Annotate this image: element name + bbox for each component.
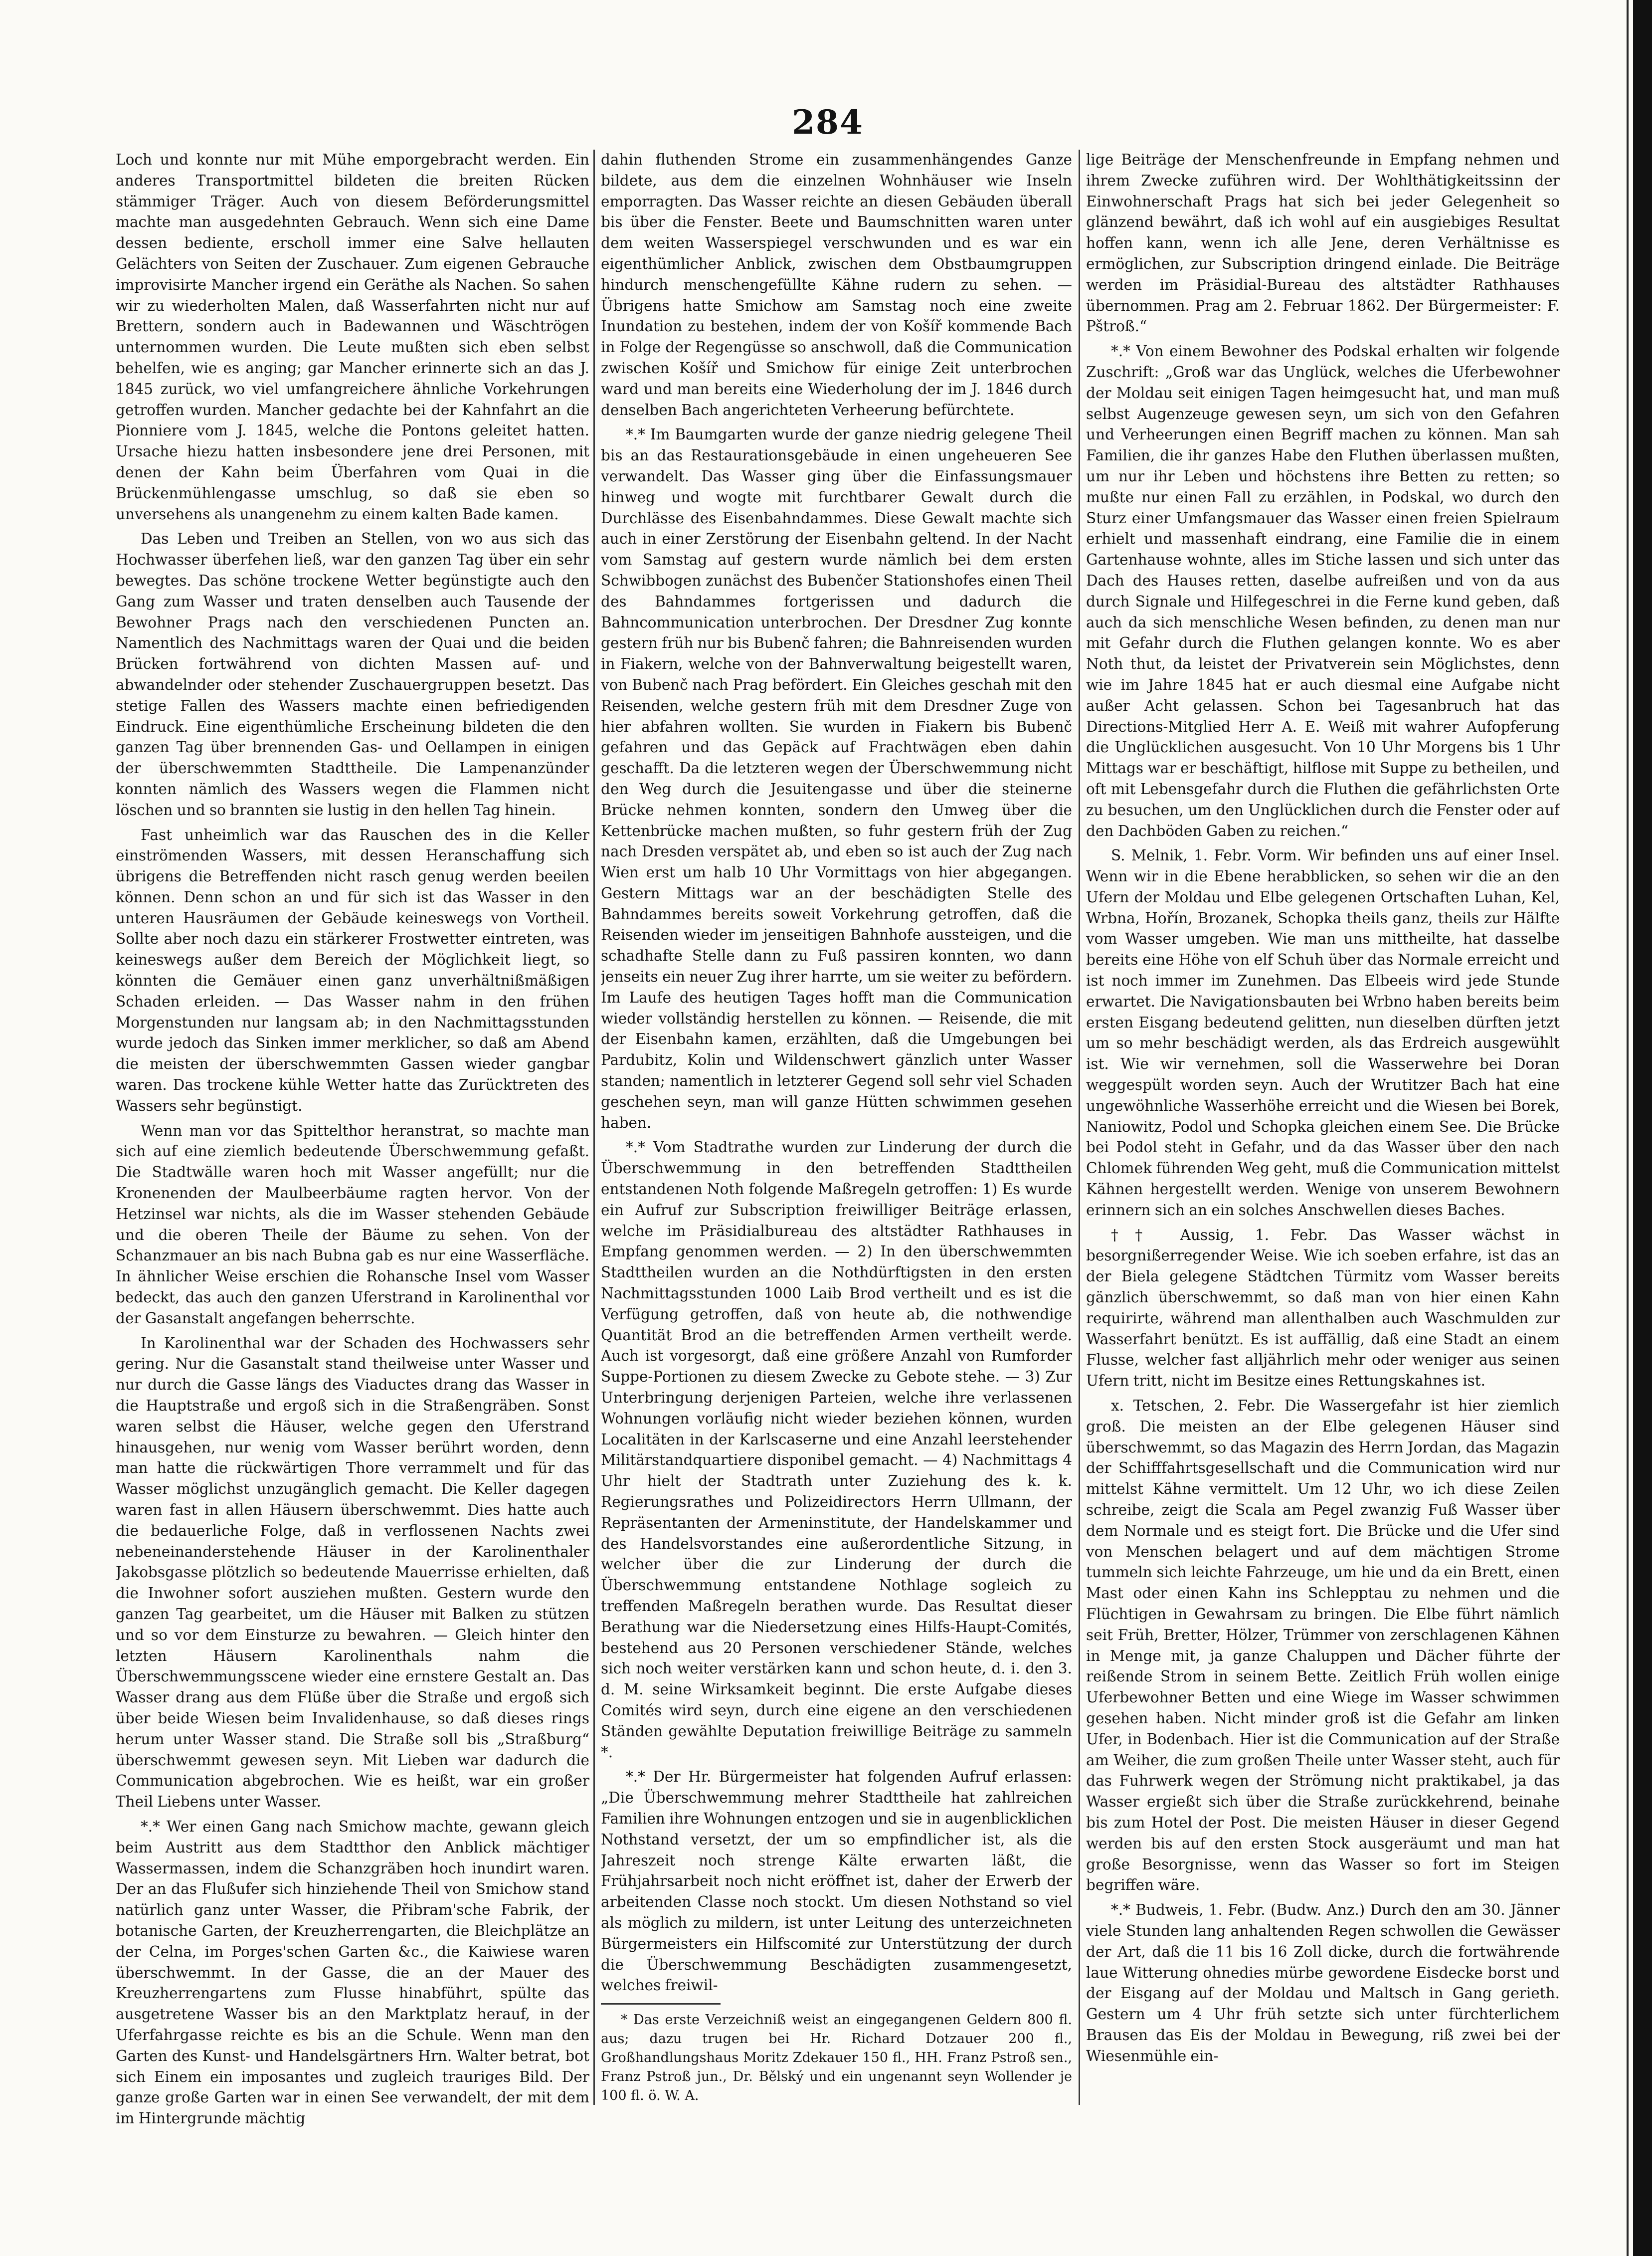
footnote-divider: [601, 2003, 721, 2005]
article-paragraph: dahin fluthenden Strome ein zusammenhängendes Ganze bildete, aus dem die einzelnen Wohnhäuser wie Inseln emporragten. Das Wasser reichte an diesen Gebäuden überall bis über die Fenster. Beete und Baumschnitten waren unter dem weiten Wasserspiegel verschwunden und es war ein eigenthümlicher Anblick, zwischen dem Obstbaumgruppen hindurch menschengefüllte Kähne rudern zu sehen. — Übrigens hatte Smichow am Samstag noch eine zweite Inundation zu bestehen, indem der von Košíř kommende Bach in Folge der Regengüsse so anschwoll, daß die Communication zwischen Košíř und Smichow für einige Zeit unterbrochen ward und man bereits eine Wiederholung der im J. 1846 durch denselben Bach angerichteten Verheerung befürchtete.: [601, 151, 1072, 418]
article-paragraph: *.* Im Baumgarten wurde der ganze niedrig gelegene Theil bis an das Restaurationsgebäude in einen ungeheueren See verwandelt. Das Wasser ging über die Einfassungsmauer hinweg und wogte mit furchtbarer Gewalt durch die Durchlässe des Eisenbahndammes. Diese Gewalt machte sich auch in einer Zerstörung der Eisenbahn geltend. In der Nacht vom Samstag auf gestern wurde nämlich bei dem ersten Schwibbogen zunächst des Bubenčer Stationshofes einen Theil des Bahndammes fortgerissen und dadurch die Bahncommunication unterbrochen. Der Dresdner Zug konnte gestern früh nur bis Bubenč fahren; die Bahnreisenden wurden in Fiakern, welche von der Bahnverwaltung beigestellt waren, von Bubenč nach Prag befördert. Ein Gleiches geschah mit den Reisenden, welche gestern früh mit dem Dresdner Zuge von hier abfahren wollten. Sie wurden in Fiakern bis Bubenč gefahren und das Gepäck auf Frachtwägen eben dahin geschafft. Da die letzteren wegen der Überschwemmung nicht den Weg durch die Jesuitengasse und über die steinerne Brücke nehmen konnten, sondern den Umweg über die Kettenbrücke machen mußten, so fuhr gestern früh der Zug nach Dresden verspätet ab, und eben so ist auch der Zug nach Wien erst um halb 10 Uhr Vormittags von hier abgegangen. Gestern Mittags war an der beschädigten Stelle des Bahndammes bereits soweit Vorkehrung getroffen, daß die Reisenden wieder im jenseitigen Bahnhofe aussteigen, und die schadhafte Stelle dann zu Fuß passiren konnten, wo dann jenseits ein neuer Zug ihrer harrte, um sie weiter zu befördern. Im Laufe des heutigen Tages hofft man die Communication wieder vollständig herstellen zu können. — Reisende, die mit der Eisenbahn kamen, erzählten, daß die Umgebungen bei Pardubitz, Kolin und Wildenschwert gänzlich unter Wasser standen; namentlich in letzterer Gegend soll sehr viel Schaden geschehen seyn, man will ganze Hütten schwimmen gesehen haben.: [601, 426, 1072, 1131]
text-column-2: [601, 150, 1072, 2157]
article-paragraph: *.* Der Hr. Bürgermeister hat folgenden Aufruf erlassen: „Die Überschwemmung mehrer Stadttheile hat zahlreichen Familien ihre Wohnungen entzogen und sie in augenblicklichen Nothstand versetzt, der um so empfindlicher ist, als die Jahreszeit noch strenge Kälte erwarten läßt, die Frühjahrsarbeit noch nicht eröffnet ist, daher der Erwerb der arbeitenden Classe noch stockt. Um diesen Nothstand so viel als möglich zu mildern, ist unter Leitung des unterzeichneten Bürgermeisters ein Hilfscomité zur Unterstützung der durch die Überschwemmung Beschädigten zusammengesetzt, welches freiwil-: [601, 1768, 1072, 1994]
article-paragraph: S. Melnik, 1. Febr. Vorm. Wir befinden uns auf einer Insel. Wenn wir in die Ebene herabblicken, so sehen wir die an den Ufern der Moldau und Elbe gelegenen Ortschaften Luhan, Kel, Wrbna, Hořín, Brozanek, Schopka theils ganz, theils zur Hälfte vom Wasser umgeben. Wie man uns mittheilte, hat dasselbe bereits eine Höhe von elf Schuh über das Normale erreicht und ist noch immer im Zunehmen. Das Elbeeis wird jede Stunde erwartet. Die Navigationsbauten bei Wrbno haben bereits beim ersten Eisgang bedeutend gelitten, nun dieselben dürften jetzt um so mehr beschädigt werden, als das Erdreich ausgewühlt ist. Wie wir vernehmen, soll die Wasserwehre bei Doran weggespült worden seyn. Auch der Wrutitzer Bach hat eine ungewöhnliche Wasserhöhe erreicht und die Wiesen bei Borek, Naniowitz, Podol und Schopka gleichen einem See. Die Brücke bei Podol steht in Gefahr, und da das Wasser über den nach Chlomek führenden Weg geht, muß die Communication mittelst Kähnen hergestellt werden. Wenige von unserem Bewohnern erinnern sich an ein solches Anschwellen dieses Baches.: [1086, 847, 1560, 1219]
article-paragraph: Fast unheimlich war das Rauschen des in die Keller einströmenden Wassers, mit dessen Heranschaffung sich übrigens die Betreffenden nicht rasch genug werden beeilen können. Denn schon an und für sich ist das Wasser in den unteren Hausräumen der Gebäude keineswegs von Vortheil. Sollte aber noch dazu ein stärkerer Frostwetter eintreten, was keineswegs außer dem Bereich der Möglichkeit liegt, so könnten die Gemäuer einen ganz unverhältnißmäßigen Schaden erleiden. — Das Wasser nahm in den frühen Morgenstunden nur langsam ab; in den Nachmittagsstunden wurde jedoch das Sinken immer merklicher, so daß am Abend die meisten der überschwemmten Gassen wieder gangbar waren. Das trockene kühle Wetter hatte das Zurücktreten des Wassers sehr begünstigt.: [116, 826, 589, 1114]
scan-edge: [1633, 0, 1652, 2256]
article-paragraph: †† Aussig, 1. Febr. Das Wasser wächst in besorgnißerregender Weise. Wie ich soeben erfahre, ist das an der Biela gelegene Städtchen Türmitz vom Wasser bereits gänzlich überschwemmt, so daß man von hier einen Kahn requirirte, während man allenthalben auch Waschmulden zur Wasserfahrt benützt. Es ist auffällig, daß eine Stadt an einem Flusse, welcher fast alljährlich mehr oder weniger aus seinen Ufern tritt, nicht im Besitze eines Rettungskahnes ist.: [1086, 1226, 1560, 1390]
article-paragraph: Das Leben und Treiben an Stellen, von wo aus sich das Hochwasser überfehen ließ, war den ganzen Tag über ein sehr bewegtes. Das schöne trockene Wetter begünstigte auch den Gang zum Wasser und traten denselben auch Tausende der Bewohner Prags nach den verschiedenen Puncten an. Namentlich des Nachmittags waren der Quai und die beiden Brücken fortwährend von dichten Massen auf- und abwandelnder oder stehender Zuschauergruppen besetzt. Das stetige Fallen des Wassers machte einen befriedigenden Eindruck. Eine eigenthümliche Erscheinung bildeten die den ganzen Tag über brennenden Gas- und Oellampen in einigen der überschwemmten Stadttheile. Die Lampenanzünder konnten nämlich des Wassers wegen die Flammen nicht löschen und so brannten sie lustig in den hellen Tag hinein.: [116, 530, 589, 819]
footnote: * Das erste Verzeichniß weist an eingegangenen Geldern 800 fl. aus; dazu trugen bei Hr. Richard Dotzauer 200 fl., Großhandlungshaus Moritz Zdekauer 150 fl., HH. Franz Pstroß sen., Franz Pstroß jun., Dr. Bělský und ein ungenannt seyn Wollender je 100 fl. ö. W. A.: [601, 2012, 1072, 2104]
article-paragraph: In Karolinenthal war der Schaden des Hochwassers sehr gering. Nur die Gasanstalt stand theilweise unter Wasser und nur durch die Gasse längs des Viaductes drang das Wasser in die Hauptstraße und ergoß sich in die Straßengräben. Sonst waren selbst die Häuser, welche gegen den Uferstrand hinausgehen, nur wenig vom Wasser berührt worden, denn man hatte die rückwärtigen Thore verrammelt und für das Wasser möglichst unzugänglich gemacht. Die Keller dagegen waren fast in allen Häusern überschwemmt. Dies hatte auch die bedauerliche Folge, daß in verflossenen Nachts zwei nebeneinanderstehende Häuser in der Karolinenthaler Jakobsgasse plötzlich so bedeutende Mauerrisse erhielten, daß die Inwohner sofort ausziehen mußten. Gestern wurde den ganzen Tag gearbeitet, um die Häuser mit Balken zu stützen und so vor dem Einsturze zu bewahren. — Gleich hinter den letzten Häusern Karolinenthals nahm die Überschwemmungsscene wieder eine ernstere Gestalt an. Das Wasser drang aus dem Flüße über die Straße und ergoß sich über beide Wiesen beim Invalidenhause, so daß dieses rings herum unter Wasser stand. Die Straße soll bis „Straßburg“ überschwemmt gewesen seyn. Mit Lieben war dadurch die Communication abgebrochen. Wie es heißt, war ein großer Theil Liebens unter Wasser.: [116, 1334, 589, 1811]
page-number: 284: [792, 103, 864, 142]
article-paragraph: x. Tetschen, 2. Febr. Die Wassergefahr ist hier ziemlich groß. Die meisten an der Elbe gelegenen Häuser sind überschwemmt, so das Magazin des Herrn Jordan, das Magazin der Schifffahrtsgesellschaft und die Communication wird nur mittelst Kähne vermittelt. Um 12 Uhr, wo ich diese Zeilen schreibe, zeigt die Scala am Pegel zwanzig Fuß Wasser über dem Normale und es steigt fort. Die Brücke und die Ufer sind von Menschen belagert und auf dem mächtigen Strome tummeln sich leichte Fahrzeuge, um hie und da ein Brett, einen Mast oder einen Kahn ins Schlepptau zu nehmen und die Flüchtigen in Gewahrsam zu bringen. Die Elbe führt nämlich seit Früh, Bretter, Hölzer, Trümmer von zerschlagenen Kähnen in Menge mit, ja ganze Chaluppen und Dächer führte der reißende Strom in seinem Bette. Zeitlich Früh wollen einige Uferbewohner Betten und eine Wiege im Wasser schwimmen gesehen haben. Nicht minder groß ist die Gefahr am linken Ufer, in Bodenbach. Hier ist die Communication auf der Straße am Weiher, die zum großen Theile unter Wasser steht, auch für das Fuhrwerk wegen der Strömung nicht praktikabel, ja das Wasser ergießt sich über die Straße zurückkehrend, beinahe bis zum Hotel der Post. Die meisten Häuser in dieser Gegend werden bis auf den ersten Stock ausgeräumt und man hat große Besorgnisse, wenn das Wasser so fort im Steigen begriffen wäre.: [1086, 1397, 1560, 1894]
article-paragraph: Wenn man vor das Spittelthor heranstrat, so machte man sich auf eine ziemlich bedeutende Überschwemmung gefaßt. Die Stadtwälle waren hoch mit Wasser angefüllt; nur die Kronenenden der Maulbeerbäume ragten hervor. Von der Hetzinsel war nichts, als die im Wasser stehenden Gebäude und die oberen Theile der Bäume zu sehen. Von der Schanzmauer an bis nach Bubna gab es nur eine Wasserfläche. In ähnlicher Weise erschien die Rohansche Insel vom Wasser bedeckt, das auch den ganzen Uferstrand in Karolinenthal vor der Gasanstalt angefangen beherrschte.: [116, 1122, 589, 1327]
article-paragraph: *.* Budweis, 1. Febr. (Budw. Anz.) Durch den am 30. Jänner viele Stunden lang anhaltenden Regen schwollen die Gewässer der Art, daß die 11 bis 16 Zoll dicke, durch die fortwährende laue Witterung ohnedies mürbe gewordene Eisdecke borst und der Eisgang auf der Moldau und Maltsch in Gang gerieth. Gestern um 4 Uhr früh setzte sich unter fürchterlichem Brausen das Eis der Moldau in Bewegung, riß zwei bei der Wiesenmühle ein-: [1086, 1901, 1560, 2064]
column-divider-2: [1079, 150, 1080, 2105]
text-column-1: [116, 150, 589, 2157]
article-paragraph: *.* Vom Stadtrathe wurden zur Linderung der durch die Überschwemmung in den betreffenden Stadttheilen entstandenen Noth folgende Maßregeln getroffen: 1) Es wurde ein Aufruf zur Subscription freiwilliger Beiträge erlassen, welche im Präsidialbureau des altstädter Rathhauses in Empfang genommen werden. — 2) In den überschwemmten Stadttheilen wurden an die Nothdürftigsten in den ersten Nachmittagsstunden 1000 Laib Brod vertheilt und es ist die Verfügung getroffen, daß von heute ab, die nothwendige Quantität Brod an die betreffenden Armen vertheilt werde. Auch ist vorgesorgt, daß eine größere Anzahl von Rumforder Suppe-Portionen zu diesem Zwecke zu Gebote stehe. — 3) Zur Unterbringung derjenigen Parteien, welche ihre verlassenen Wohnungen vorläufig nicht wieder beziehen können, wurden Localitäten in der Karlscaserne und eine Anzahl leerstehender Militärstandquartiere disponibel gemacht. — 4) Nachmittags 4 Uhr hielt der Stadtrath unter Zuziehung des k. k. Regierungsrathes und Polizeidirectors Herrn Ullmann, der Repräsentanten der Armeninstitute, der Handelskammer und des Handelsvorstandes eine außerordentliche Sitzung, in welcher über die zur Linderung der durch die Überschwemmung entstandene Nothlage sogleich zu treffenden Maßregeln berathen wurde. Das Resultat dieser Berathung war die Niedersetzung eines Hilfs-Haupt-Comités, bestehend aus 20 Personen verschiedener Stände, welches sich noch weiter verstärken kann und schon heute, d. i. den 3. d. M. seine Wirksamkeit beginnt. Die erste Aufgabe dieses Comités wird seyn, durch eine eigene an den verschiedenen Ständen gewählte Deputation freiwillige Beiträge zu sammeln *.: [601, 1139, 1072, 1761]
article-paragraph: lige Beiträge der Menschenfreunde in Empfang nehmen und ihrem Zwecke zuführen wird. Der Wohlthätigkeitssinn der Einwohnerschaft Prags hat sich bei jeder Gelegenheit so glänzend bewährt, daß ich wohl auf ein ausgiebiges Resultat hoffen kann, wenn ich alle Jene, deren Verhältnisse es ermöglichen, zur Subscription dringend einlade. Die Beiträge werden im Präsidial-Bureau des altstädter Rathhauses übernommen. Prag am 2. Februar 1862. Der Bürgermeister: F. Pštroß.“: [1086, 151, 1560, 335]
article-paragraph: Loch und konnte nur mit Mühe emporgebracht werden. Ein anderes Transportmittel bildeten die breiten Rücken stämmiger Träger. Auch von diesem Beförderungsmittel machte man ausgedehnten Gebrauch. Wenn sich eine Dame dessen bediente, erscholl immer eine Salve hellauten Gelächters von Seiten der Zuschauer. Zum eigenen Gebrauche improvisirte Mancher irgend ein Geräthe als Nachen. So sahen wir zu wiederholten Malen, daß Wasserfahrten nicht nur auf Brettern, sondern auch in Badewannen und Wäschtrögen unternommen wurden. Die Leute mußten sich eben selbst behelfen, wie es anging; gar Mancher erinnerte sich an das J. 1845 zurück, wo viel umfangreichere ähnliche Vorkehrungen getroffen wurden. Mancher gedachte bei der Kahnfahrt an die Pionniere vom J. 1845, welche die Pontons geleitet hatten. Ursache hiezu hatten insbesondere jene drei Personen, mit denen der Kahn beim Überfahren vom Quai in die Brückenmühlengasse umschlug, so daß sie eben so unversehens als unangenehm zu einem kalten Bade kamen.: [116, 151, 589, 523]
column-divider-1: [593, 150, 595, 2105]
article-paragraph: *.* Wer einen Gang nach Smichow machte, gewann gleich beim Austritt aus dem Stadtthor den Anblick mächtiger Wassermassen, indem die Schanzgräben hoch inundirt waren. Der an das Flußufer sich hinziehende Theil von Smichow stand natürlich ganz unter Wasser, die Přibram'sche Fabrik, der botanische Garten, der Kreuzherrengarten, die Bleichplätze an der Celna, im Porges'schen Garten &c., die Kaiwiese waren überschwemmt. In der Gasse, die an der Mauer des Kreuzherrengartens zum Flusse hinabführt, spülte das ausgetretene Wasser bis an den Marktplatz herauf, in der Uferfahrgasse reichte es bis an die Schule. Wenn man den Garten des Kunst- und Handelsgärtners Hrn. Walter betrat, bot sich Einem ein imposantes und zugleich trauriges Bild. Der ganze große Garten war in einen See verwandelt, der mit dem im Hintergrunde mächtig: [116, 1818, 589, 2127]
text-column-3: [1086, 150, 1560, 2157]
article-paragraph: *.* Von einem Bewohner des Podskal erhalten wir folgende Zuschrift: „Groß war das Unglück, welches die Uferbewohner der Moldau seit einigen Tagen heimgesucht hat, und man muß selbst Augenzeuge gewesen seyn, um sich von den Gefahren und Verheerungen einen Begriff machen zu können. Man sah Familien, die ihr ganzes Habe den Fluthen überlassen mußten, um nur ihr Leben und höchstens ihre Betten zu retten; so mußte nur einen Fall zu erzählen, in Podskal, wo durch den Sturz einer Umfangsmauer das Wasser einen freien Spielraum erhielt und massenhaft eindrang, eine Familie die in einem Gartenhause wohnte, alles im Stiche lassen und sich unter das Dach des Hauses retten, daselbe aufreißen und von da aus durch Signale und Hilfegeschrei in die Ferne kund geben, daß auch da sich menschliche Wesen befinden, zu denen man nur mit Gefahr durch die Fluthen gelangen konnte. Wo es aber Noth thut, da leistet der Privatverein sein Möglichstes, denn wie im Jahre 1845 hat er auch diesmal eine Aufgabe nicht außer Acht gelassen. Schon bei Tagesanbruch hat das Directions-Mitglied Herr A. E. Weiß mit wahrer Aufopferung die Unglücklichen ausgesucht. Von 10 Uhr Morgens bis 1 Uhr Mittags war er beschäftigt, hilflose mit Suppe zu betheilen, und oft mit Lebensgefahr durch die Fluthen die gefährlichsten Orte zu besuchen, um den Unglücklichen durch die Fenster oder auf den Dachböden Gaben zu reichen.“: [1086, 343, 1560, 839]
scan-binding-line: [1627, 0, 1629, 2256]
